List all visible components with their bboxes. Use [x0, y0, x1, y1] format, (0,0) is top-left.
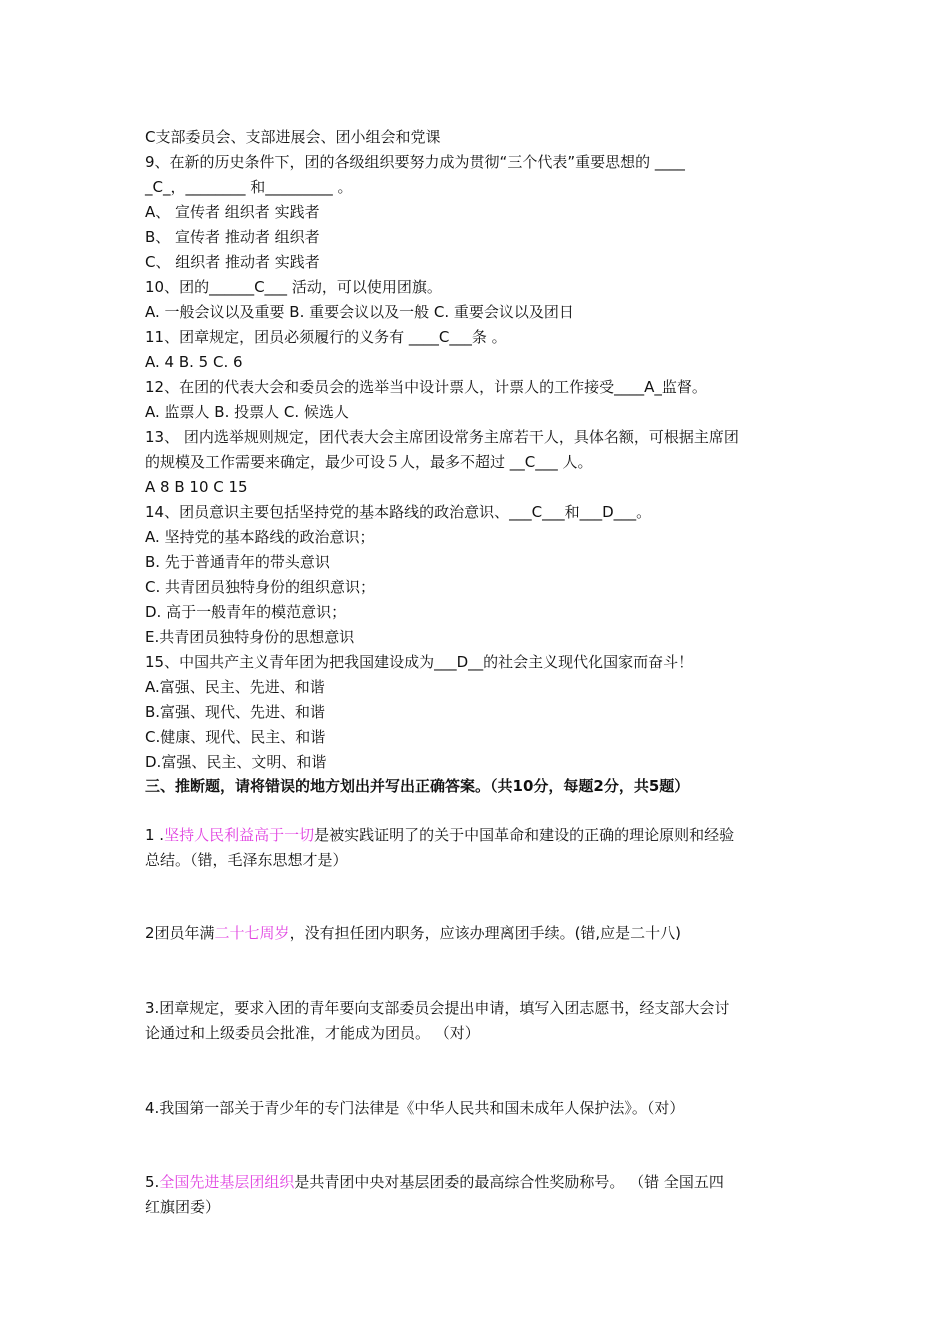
judgement-q1: [145, 825, 734, 845]
option-e: E.共青团员独特身份的思想意识: [145, 628, 355, 646]
judgement-q5-cont: 红旗团委）: [145, 1198, 221, 1216]
option-a: A. 坚持党的基本路线的政治意识；: [145, 528, 375, 546]
options-line: A. 4 B. 5 C. 6: [145, 353, 243, 371]
q2-rest: ，没有担任团内职务，应该办理离团手续。(错,应是二十八): [289, 924, 682, 942]
text-line: 的规模及工作需要来确定，最少可设５人，最多不超过 __C___ 人。: [145, 453, 593, 471]
question-15: 15、中国共产主义青年团为把我国建设成为___D__的社会主义现代化国家而奋斗！: [145, 653, 694, 671]
q1-highlight: 坚持人民利益高于一切: [164, 826, 315, 844]
section-heading: 三、推断题，请将错误的地方划出并写出正确答案。（共10分，每题2分，共5题）: [145, 777, 690, 795]
q5-prefix: 5.: [145, 1173, 160, 1191]
options-line: A 8 B 10 C 15: [145, 478, 248, 496]
question-9: 9、在新的历史条件下，团的各级组织要努力成为贯彻“三个代表”重要思想的 ____: [145, 153, 685, 171]
q2-highlight: 二十七周岁: [214, 924, 290, 942]
judgement-q3-cont: 论通过和上级委员会批准，才能成为团员。 （对）: [145, 1024, 480, 1042]
question-10: 10、团的______C___ 活动，可以使用团旗。: [145, 278, 442, 296]
question-13: 13、 团内选举规则规定，团代表大会主席团设常务主席若干人，具体名额，可根据主席团: [145, 428, 739, 446]
judgement-q5: [145, 1172, 724, 1192]
judgement-q2: [145, 923, 681, 943]
option-d: D.富强、民主、文明、和谐: [145, 753, 327, 771]
q5-highlight: 全国先进基层团组织: [159, 1173, 295, 1191]
judgement-q4: 4.我国第一部关于青少年的专门法律是《中华人民共和国未成年人保护法》。（对）: [145, 1099, 685, 1117]
option-c: C、 组织者 推动者 实践者: [145, 253, 320, 271]
option-a: A、 宣传者 组织者 实践者: [145, 203, 320, 221]
q5-rest: 是共青团中央对基层团委的最高综合性奖励称号。 （错 全国五四: [294, 1173, 724, 1191]
options-line: A. 一般会议以及重要 B. 重要会议以及一般 C. 重要会议以及团日: [145, 303, 574, 321]
option-b: B、 宣传者 推动者 组织者: [145, 228, 320, 246]
options-line: A. 监票人 B. 投票人 C. 候选人: [145, 403, 349, 421]
judgement-q3: 3.团章规定，要求入团的青年要向支部委员会提出申请，填写入团志愿书，经支部大会讨: [145, 999, 730, 1017]
q1-prefix: 1 .: [145, 826, 165, 844]
option-c: C.健康、现代、民主、和谐: [145, 728, 326, 746]
judgement-q1-cont: 总结。（错，毛泽东思想才是）: [145, 851, 348, 869]
question-12: 12、在团的代表大会和委员会的选举当中设计票人，计票人的工作接受____A_监督。: [145, 378, 707, 396]
option-b: B. 先于普通青年的带头意识: [145, 553, 330, 571]
question-11: 11、团章规定，团员必须履行的义务有 ____C___条 。: [145, 328, 507, 346]
option-c: C. 共青团员独特身份的组织意识；: [145, 578, 376, 596]
question-14: 14、团员意识主要包括坚持党的基本路线的政治意识、___C___和___D___。: [145, 503, 652, 521]
q1-rest: 是被实践证明了的关于中国革命和建设的正确的理论原则和经验: [314, 826, 735, 844]
option-d: D. 高于一般青年的模范意识；: [145, 603, 347, 621]
option-b: B.富强、现代、先进、和谐: [145, 703, 326, 721]
text-line: _C_，________ 和_________ 。: [145, 178, 353, 196]
option-a: A.富强、民主、先进、和谐: [145, 678, 325, 696]
q2-prefix: 2团员年满: [145, 924, 215, 942]
text-line: C支部委员会、支部进展会、团小组会和党课: [145, 128, 441, 146]
